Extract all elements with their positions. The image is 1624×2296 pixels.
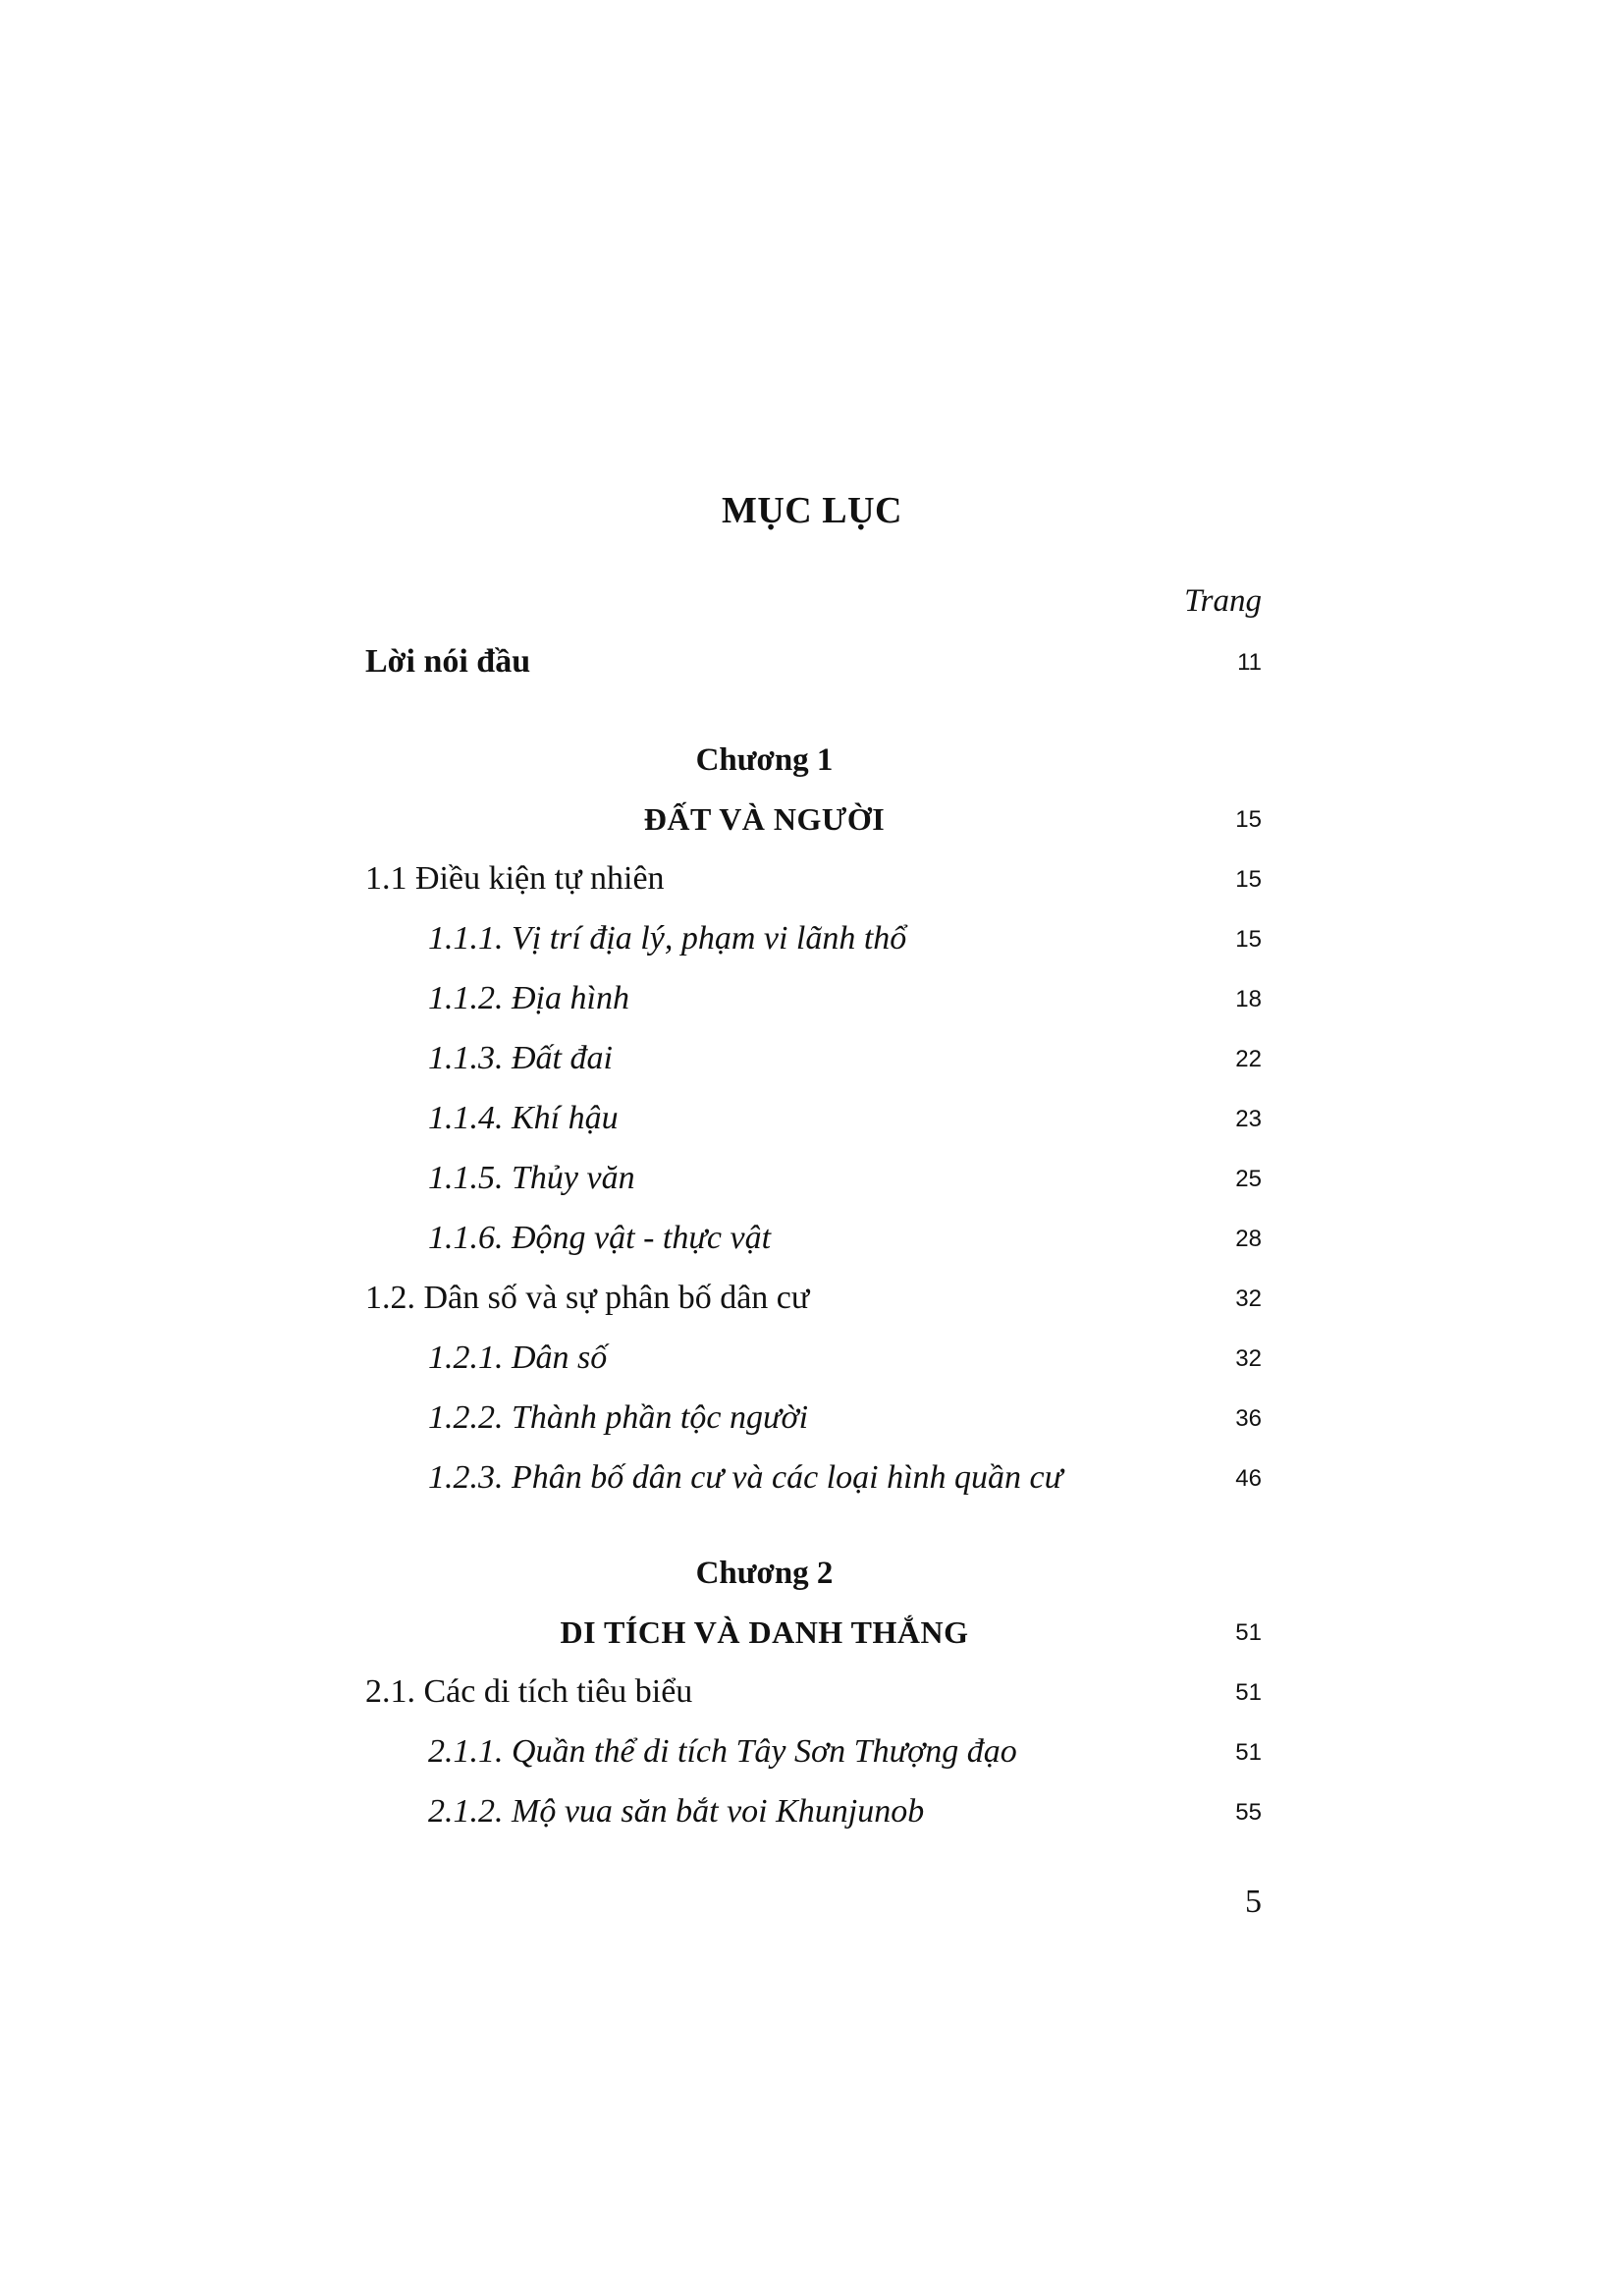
toc-entry[interactable] <box>365 917 1262 966</box>
toc-entry-label: 1.2.3. Phân bố dân cư và các loại hình quần cư <box>428 1459 1063 1496</box>
toc-entry-label: 1.1.2. Địa hình <box>428 980 629 1016</box>
toc-page-number: 36 <box>1235 1405 1262 1432</box>
toc-entry[interactable] <box>365 1730 1262 1779</box>
toc-entry[interactable] <box>365 1337 1262 1386</box>
toc-entry-label: 2.1.2. Mộ vua săn bắt voi Khunjunob <box>428 1793 925 1830</box>
toc-page-number: 32 <box>1235 1345 1262 1372</box>
toc-page-number: 18 <box>1235 986 1262 1012</box>
page-title: MỤC LỤC <box>722 490 902 531</box>
toc-entry-label: 1.2. Dân số và sự phân bố dân cư <box>365 1280 810 1316</box>
toc-entry[interactable] <box>365 857 1262 906</box>
toc-entry[interactable] <box>365 1097 1262 1146</box>
toc-page-number: 25 <box>1235 1166 1262 1192</box>
toc-entry[interactable] <box>365 1456 1262 1505</box>
toc-page-number: 11 <box>1237 649 1262 676</box>
toc-page-number: 15 <box>1235 866 1262 893</box>
toc-entry[interactable] <box>365 1790 1262 1839</box>
chapter-heading: Chương 2 <box>695 1556 834 1591</box>
toc-entry[interactable] <box>365 1396 1262 1446</box>
toc-entry-label: 1.2.2. Thành phần tộc người <box>428 1399 809 1436</box>
toc-entry-label: 1.1.3. Đất đai <box>428 1040 613 1076</box>
toc-entry[interactable] <box>365 1157 1262 1206</box>
toc-entry[interactable] <box>365 1670 1262 1720</box>
toc-page-number: 32 <box>1235 1285 1262 1312</box>
toc-entry-label: 1.1 Điều kiện tự nhiên <box>365 860 665 897</box>
toc-entry-label: 1.1.4. Khí hậu <box>428 1100 619 1136</box>
toc-page-number: 15 <box>1235 926 1262 953</box>
toc-entry-label: ĐẤT VÀ NGƯỜI <box>643 801 886 837</box>
toc-page-number: 23 <box>1235 1106 1262 1132</box>
toc-entry[interactable] <box>365 1277 1262 1326</box>
toc-page-number: 51 <box>1235 1619 1262 1646</box>
toc-page-number: 15 <box>1235 806 1262 833</box>
chapter-heading: Chương 1 <box>695 742 834 778</box>
toc-entry-label: 1.1.6. Động vật - thực vật <box>428 1220 772 1256</box>
toc-entry-chapter-title[interactable] <box>365 1611 1262 1660</box>
page-column-label: Trang <box>1184 583 1262 619</box>
toc-entry-label: 1.1.1. Vị trí địa lý, phạm vi lãnh thổ <box>428 920 907 957</box>
toc-page-number: 51 <box>1235 1739 1262 1766</box>
toc-entry-chapter-title[interactable] <box>365 797 1262 847</box>
toc-page-number: 28 <box>1235 1226 1262 1252</box>
toc-page-number: 51 <box>1235 1679 1262 1706</box>
toc-page-number: 46 <box>1235 1465 1262 1492</box>
toc-entry-label: DI TÍCH VÀ DANH THẮNG <box>560 1614 969 1650</box>
toc-entry[interactable] <box>365 1217 1262 1266</box>
toc-entry-label: 2.1.1. Quần thể di tích Tây Sơn Thượng đạo <box>428 1733 1017 1770</box>
page-folio-number: 5 <box>1245 1884 1262 1920</box>
toc-entry[interactable] <box>365 977 1262 1026</box>
toc-entry[interactable] <box>365 1037 1262 1086</box>
toc-entry-label: 1.1.5. Thủy văn <box>428 1160 635 1196</box>
toc-page-number: 22 <box>1235 1046 1262 1072</box>
toc-entry-label: 2.1. Các di tích tiêu biểu <box>365 1673 693 1710</box>
toc-entry-label: 1.2.1. Dân số <box>428 1339 608 1376</box>
toc-entry-label: Lời nói đầu <box>365 643 531 680</box>
toc-page-number: 55 <box>1235 1799 1262 1826</box>
toc-entry-front-matter[interactable] <box>365 640 1262 689</box>
